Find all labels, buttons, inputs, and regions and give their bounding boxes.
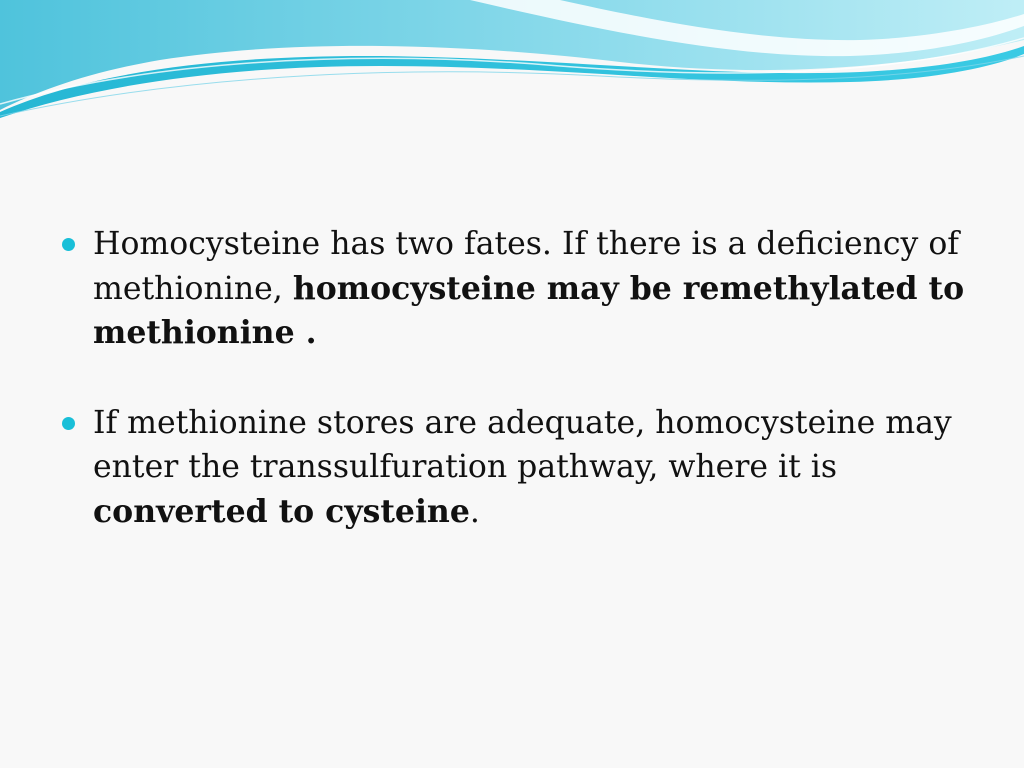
bullet-text-end: . [469, 493, 480, 530]
decorative-wave-header [0, 0, 1024, 130]
bullet-item-transsulfuration [62, 401, 982, 535]
bullet-text-bold: converted to cysteine [93, 492, 470, 530]
bullet-list [62, 222, 982, 579]
bullet-item-homocysteine-fates [62, 222, 982, 356]
bullet-dot-icon [62, 238, 75, 251]
bullet-text: Homocysteine has two fates. If there is a deficiency of methionine, [93, 226, 959, 307]
bullet-text-bold: homocysteine may be remethylated to methionine . [93, 269, 965, 351]
bullet-text: If methionine stores are adequate, homocysteine may enter the transsulfuration pathway, where it is [93, 404, 952, 485]
bullet-dot-icon [62, 417, 75, 430]
